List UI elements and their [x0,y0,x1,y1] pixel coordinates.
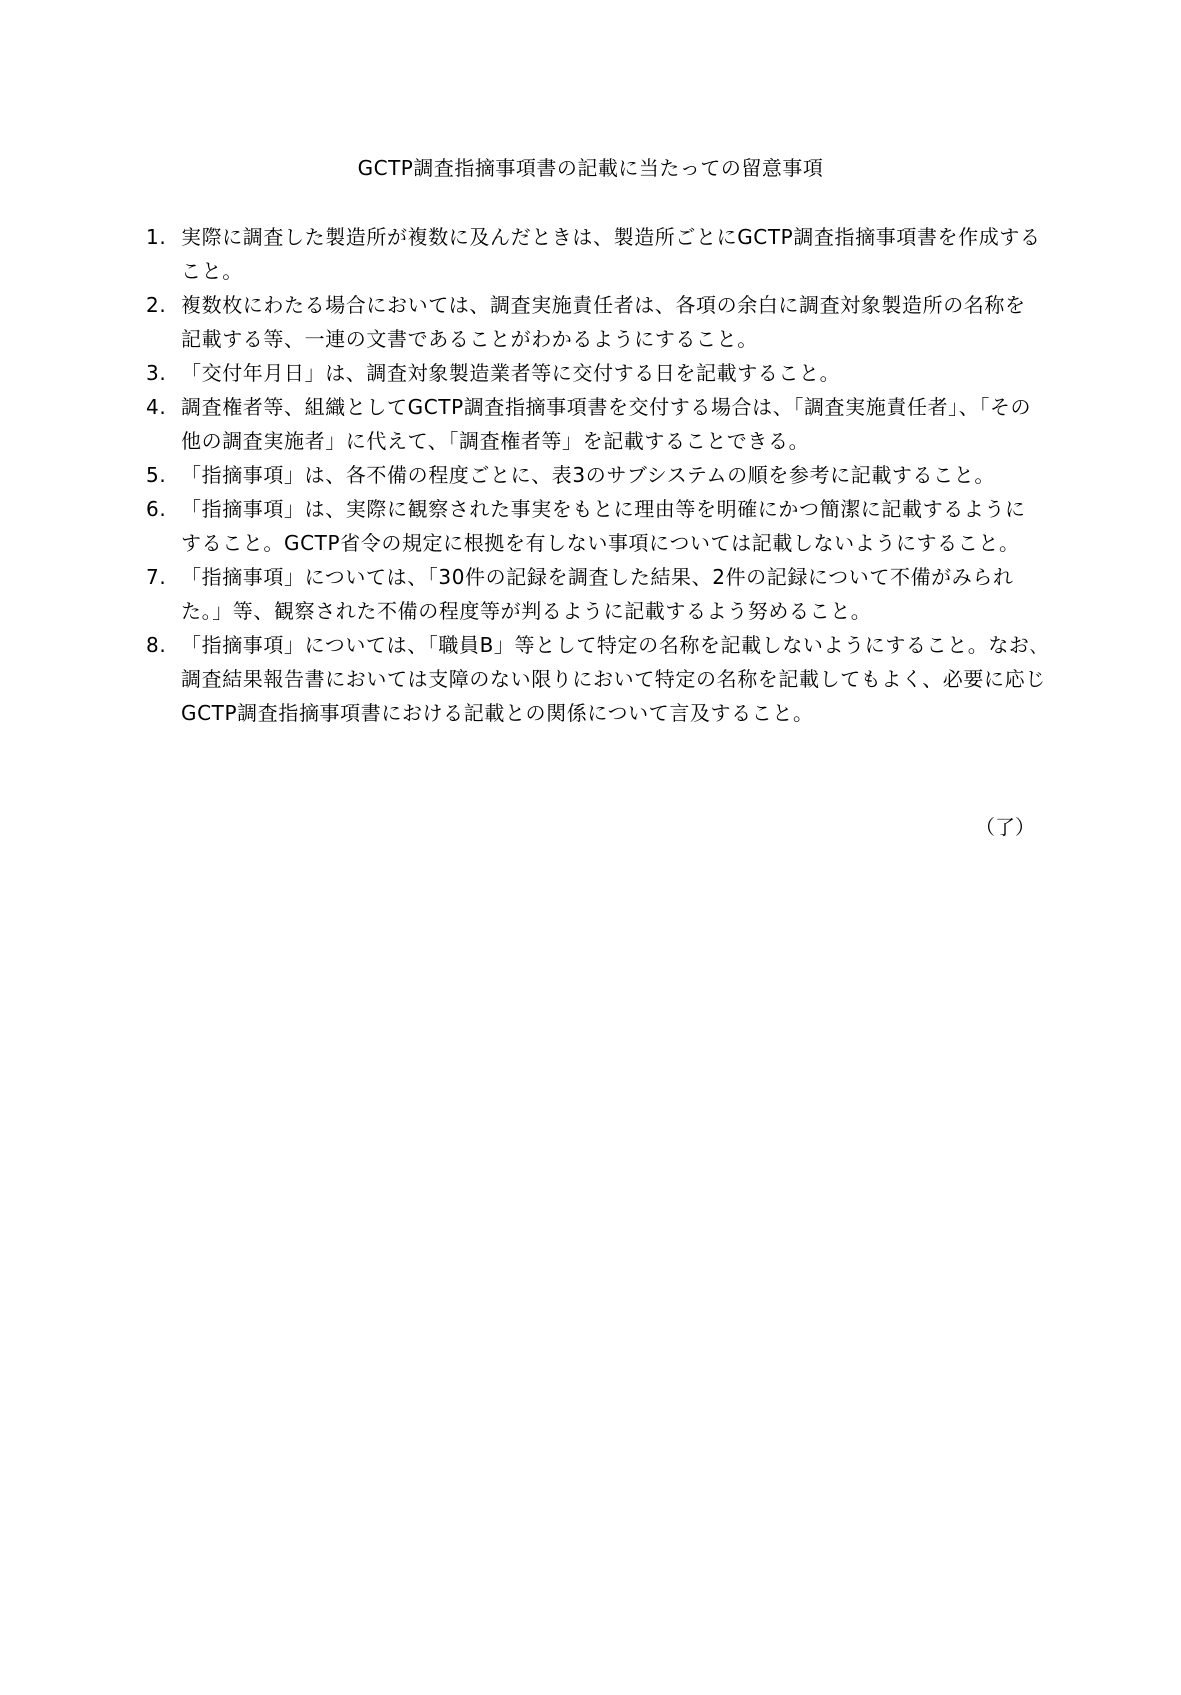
item-number: 4. [146,395,167,419]
item-text: 「交付年月日」は、調査対象製造業者等に交付する日を記載すること。 [181,361,841,385]
list-item [146,628,1046,730]
item-text: 実際に調査した製造所が複数に及んだときは、製造所ごとにGCTP調査指摘事項書を作成すること。 [181,225,1041,283]
item-number: 2. [146,293,167,317]
item-number: 8. [146,633,167,657]
item-text: 「指摘事項」については、「30件の記録を調査した結果、2件の記録について不備がみられた。」等、観察された不備の程度等が判るように記載するよう努めること。 [181,565,1014,623]
list-item [146,458,1046,492]
item-text: 「指摘事項」は、実際に観察された事実をもとに理由等を明確にかつ簡潔に記載するようにすること。GCTP省令の規定に根拠を有しない事項については記載しないようにすること。 [181,497,1026,555]
list-item [146,356,1046,390]
list-item [146,560,1046,628]
document-title: GCTP調査指摘事項書の記載に当たっての留意事項 [357,156,824,180]
item-number: 6. [146,497,167,521]
item-text: 複数枚にわたる場合においては、調査実施責任者は、各項の余白に調査対象製造所の名称を記載する等、一連の文書であることがわかるようにすること。 [181,293,1026,351]
list-item [146,390,1046,458]
list-item [146,220,1046,288]
item-text: 「指摘事項」は、各不備の程度ごとに、表3のサブシステムの順を参考に記載すること。 [181,463,995,487]
list-item [146,492,1046,560]
item-number: 3. [146,361,167,385]
notes-list [146,220,1046,730]
item-text: 調査権者等、組織としてGCTP調査指摘事項書を交付する場合は、「調査実施責任者」、「その他の調査実施者」に代えて、「調査権者等」を記載することできる。 [181,395,1032,453]
item-number: 7. [146,565,167,589]
item-text: 「指摘事項」については、「職員B」等として特定の名称を記載しないようにすること。なお､調査結果報告書においては支障のない限りにおいて特定の名称を記載してもよく、必要に応じGCTP調査指摘事項書における記載との関係について言及すること。 [181,633,1046,725]
item-number: 5. [146,463,167,487]
list-item [146,288,1046,356]
item-number: 1. [146,225,167,249]
end-mark: （了） [975,815,1035,839]
